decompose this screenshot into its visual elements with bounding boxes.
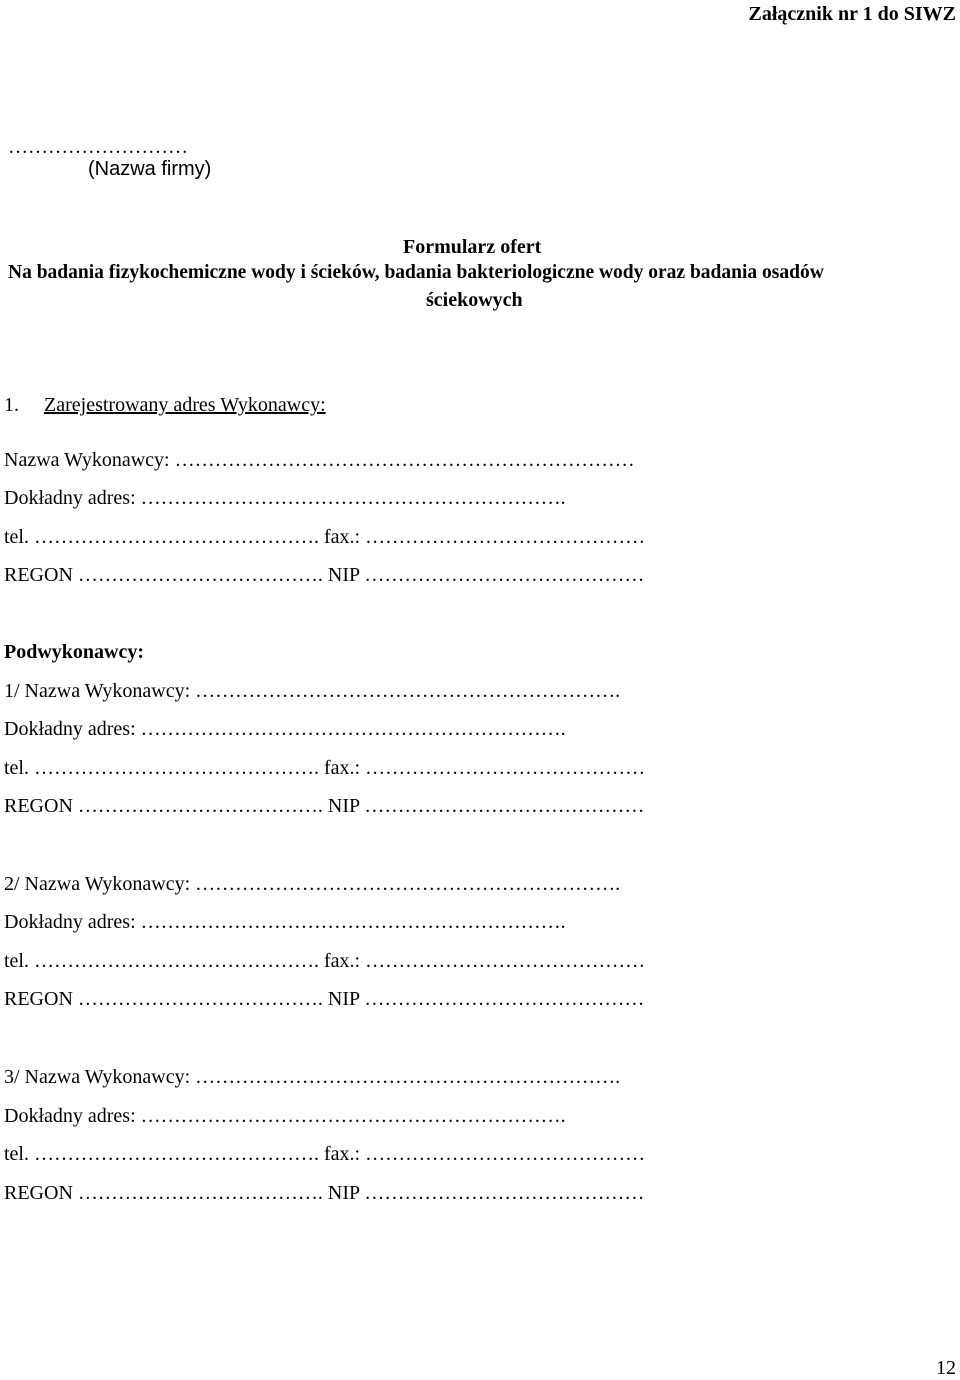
subcontractor-3-address-line: Dokładny adres: ………………………………………………………. (4, 1105, 566, 1127)
contractor-name-line: Nazwa Wykonawcy: …………………………………………………………… (4, 449, 635, 471)
subcontractor-3-tel-fax-line: tel. ……………………………………. fax.: …………………………………… (4, 1143, 646, 1165)
contractor-tel-fax-line: tel. ……………………………………. fax.: …………………………………… (4, 526, 646, 548)
company-name-dots: ……………………… (8, 136, 188, 158)
subcontractor-1-tel-fax-line: tel. ……………………………………. fax.: …………………………………… (4, 757, 646, 779)
subcontractor-3-name-line: 3/ Nazwa Wykonawcy: ………………………………………………………. (4, 1066, 621, 1088)
contractor-address-line: Dokładny adres: ………………………………………………………. (4, 487, 566, 509)
form-subtitle: Na badania fizykochemiczne wody i ścieków, badania bakteriologiczne wody oraz badania osadów (8, 262, 824, 283)
section-number: 1. (4, 394, 19, 416)
section-heading: Zarejestrowany adres Wykonawcy: (44, 394, 326, 416)
contractor-regon-nip-line: REGON ………………………………. NIP …………………………………… (4, 564, 645, 586)
form-title: Formularz ofert (403, 236, 542, 258)
subcontractors-heading: Podwykonawcy: (4, 641, 145, 663)
subcontractor-1-name-line: 1/ Nazwa Wykonawcy: ………………………………………………………. (4, 680, 621, 702)
subcontractor-2-address-line: Dokładny adres: ………………………………………………………. (4, 911, 566, 933)
subcontractor-1-regon-nip-line: REGON ………………………………. NIP …………………………………… (4, 795, 645, 817)
company-name-label: (Nazwa firmy) (88, 158, 212, 180)
subcontractor-2-name-line: 2/ Nazwa Wykonawcy: ………………………………………………………. (4, 873, 621, 895)
page-number: 12 (936, 1357, 956, 1379)
subcontractor-2-tel-fax-line: tel. ……………………………………. fax.: …………………………………… (4, 950, 646, 972)
subcontractor-2-regon-nip-line: REGON ………………………………. NIP …………………………………… (4, 988, 645, 1010)
form-subtitle-continued: ściekowych (426, 289, 523, 311)
attachment-label: Załącznik nr 1 do SIWZ (748, 3, 956, 25)
subcontractor-3-regon-nip-line: REGON ………………………………. NIP …………………………………… (4, 1182, 645, 1204)
subcontractor-1-address-line: Dokładny adres: ………………………………………………………. (4, 718, 566, 740)
